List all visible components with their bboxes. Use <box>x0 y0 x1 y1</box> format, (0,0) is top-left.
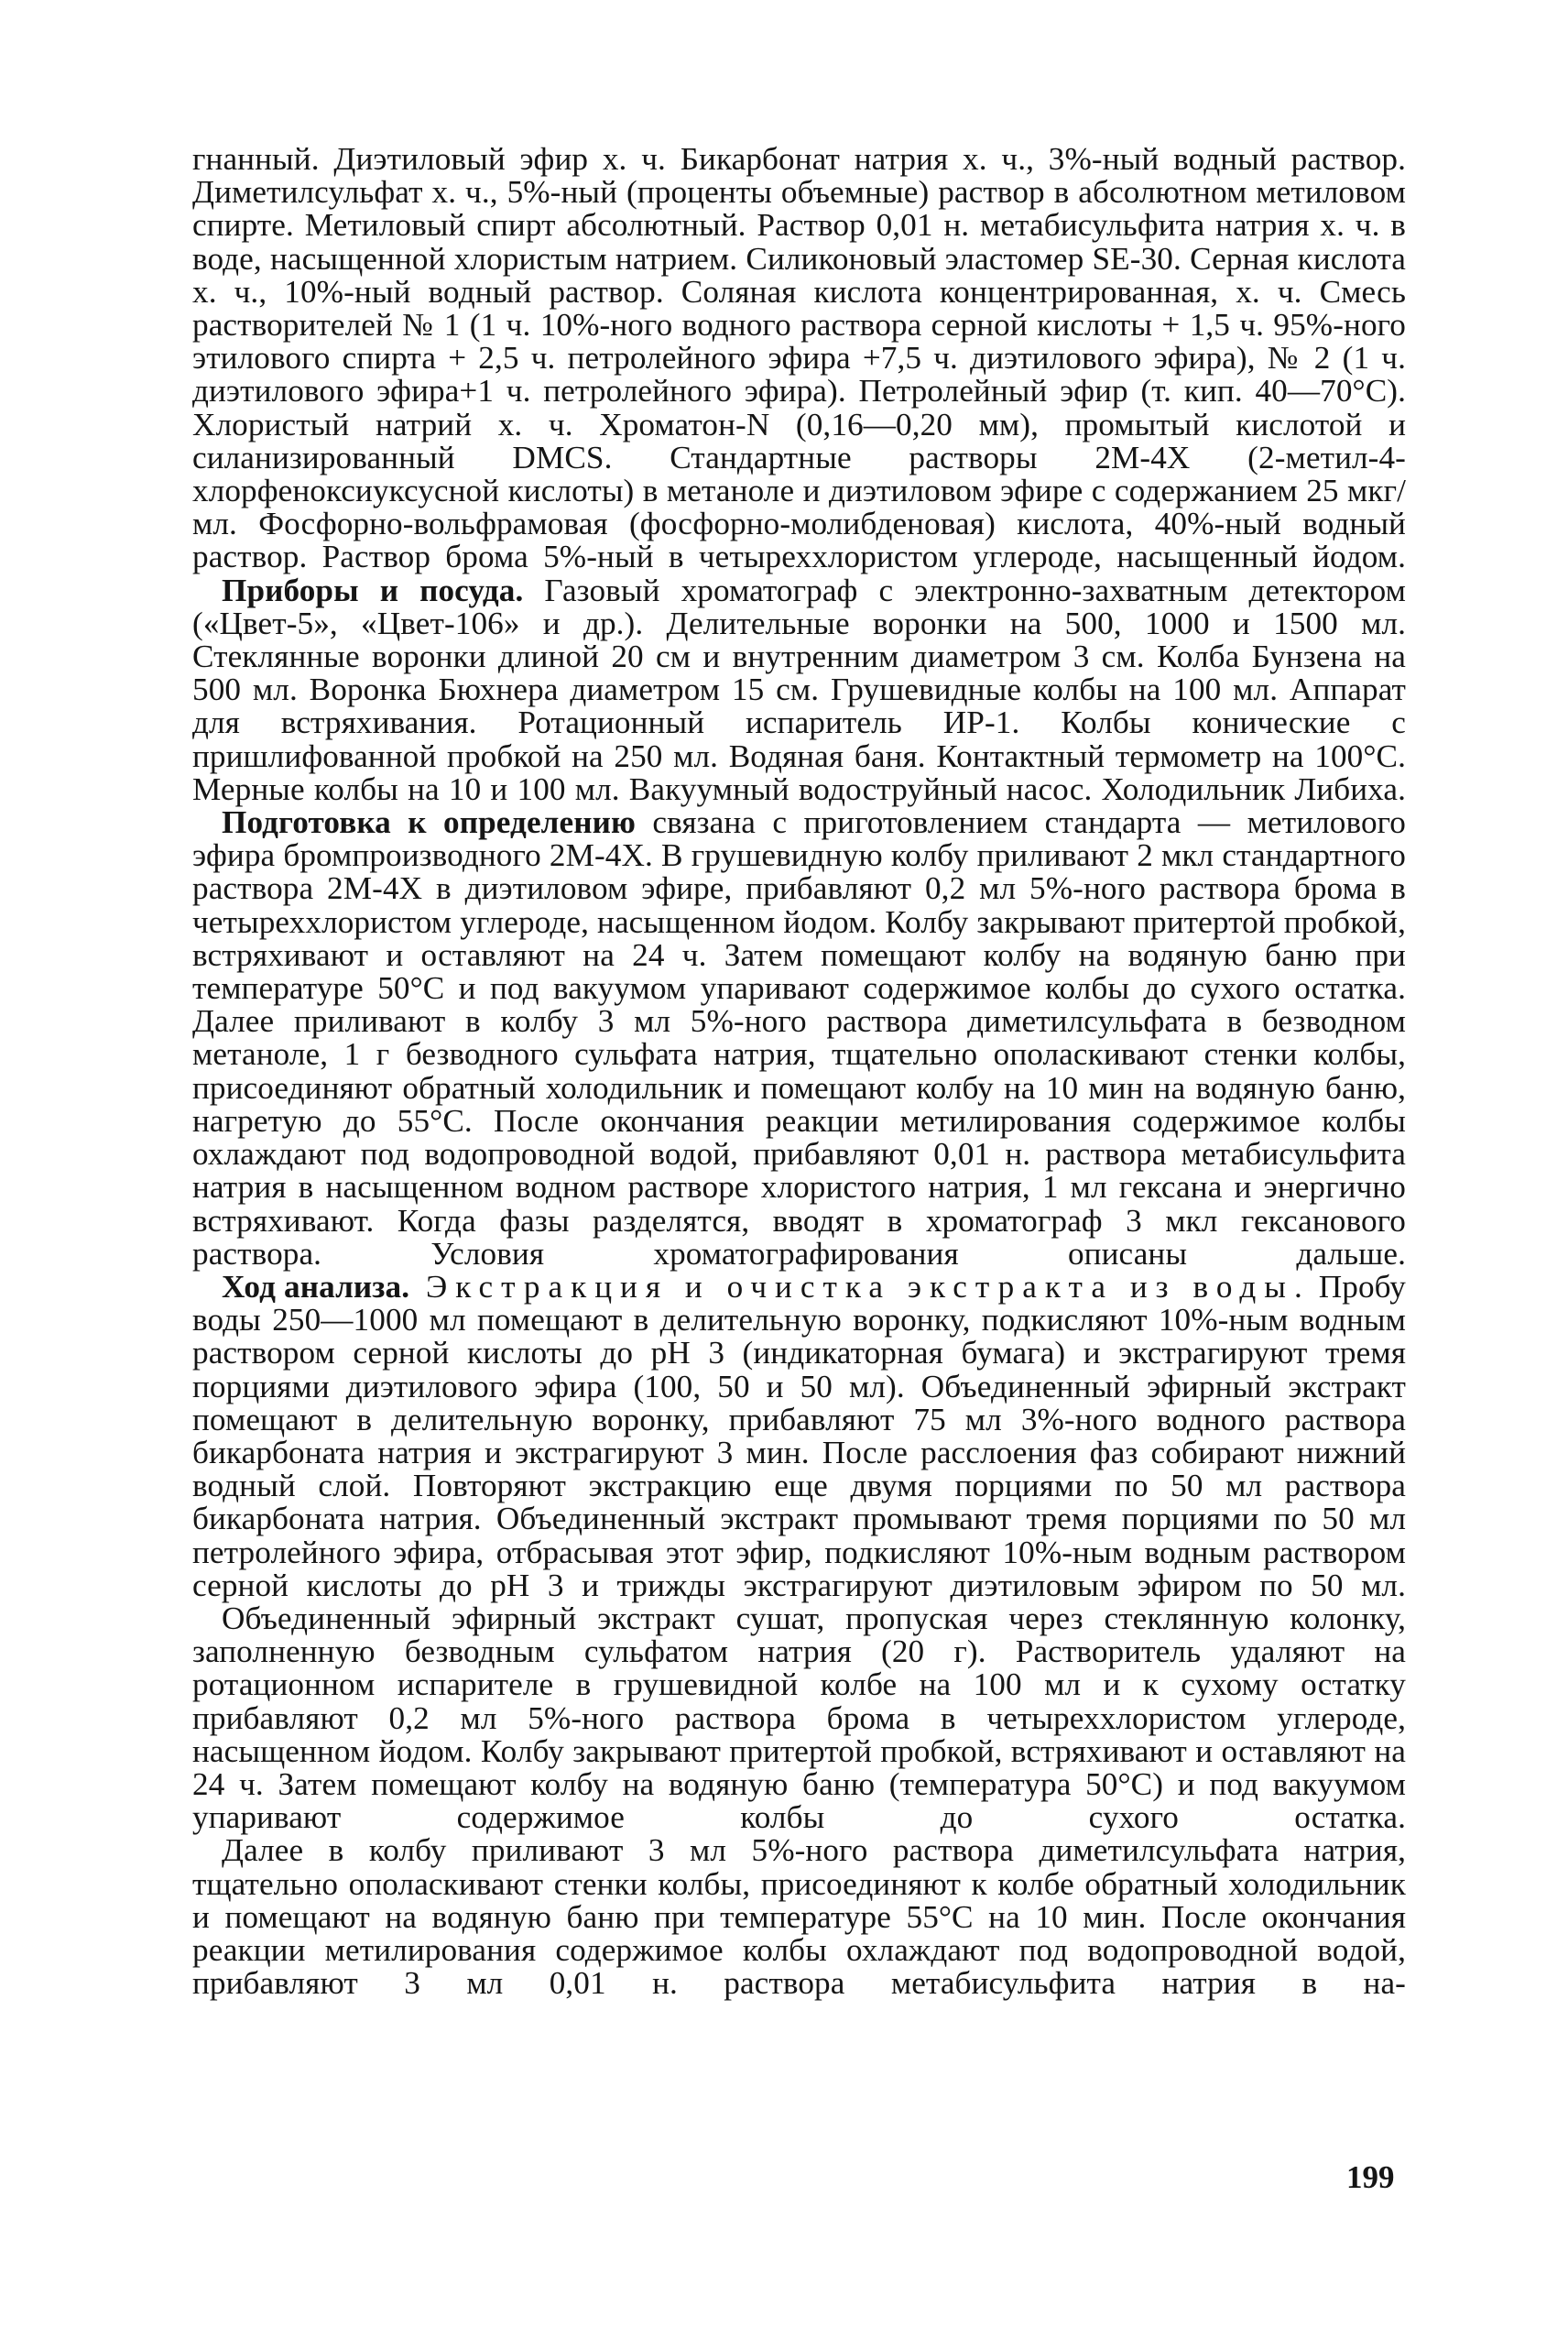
paragraph-text: связана с приготовлением стандарта — метилового эфира бромпроизводного 2М-4Х. В грушевидную колбу приливают 2 мкл стандартного раствора 2М-4Х в диэтиловом эфире, прибавляют 0,2 мл 5%-ного раствора брома в четыреххлористом углероде, насыщенном йодом. Колбу закрывают притертой пробкой, встряхивают и оставляют на 24 ч. Затем помещают колбу на водяную баню при температуре 50°С и под вакуумом упаривают содержимое колбы до сухого остатка. Далее приливают в колбу 3 мл 5%-ного раствора диметилсульфата в безводном метаноле, 1 г безводного сульфата натрия, тщательно ополаскивают стенки колбы, присоединяют обратный холодильник и помещают колбу на 10 мин на водяную баню, нагретую до 55°С. После окончания реакции метилирования содержимое колбы охлаждают под водопроводной водой, прибавляют 0,01 н. раствора метабисульфита натрия в насыщенном водном растворе хлористого натрия, 1 мл гексана и энергично встряхивают. Когда фазы разделятся, вводят в хроматограф 3 мкл гексанового раствора. Условия хроматографирования описаны дальше. <box>192 804 1406 1272</box>
paragraph-reagents <box>192 143 1406 574</box>
paragraph-text: Газовый хроматограф с электронно-захватным детектором («Цвет-5», «Цвет-106» и др.). Делительные воронки на 500, 1000 и 1500 мл. Стеклянные воронки длиной 20 см и внутренним диаметром 3 см. Колба Бунзена на 500 мл. Воронка Бюхнера диаметром 15 см. Грушевидные колбы на 100 мл. Аппарат для встряхивания. Ротационный испаритель ИР-1. Колбы конические с пришлифованной пробкой на 250 мл. Водяная баня. Контактный термометр на 100°С. Мерные колбы на 10 и 100 мл. Вакуумный водоструйный насос. Холодильник Либиха. <box>192 572 1406 807</box>
paragraph-text: Далее в колбу приливают 3 мл 5%-ного раствора диметилсульфата натрия, тщательно ополаскивают стенки колбы, присоединяют к колбе обратный холодильник и помещают на водяную баню при температуре 55°С на 10 мин. После окончания реакции метилирования содержимое колбы охлаждают под водопроводной водой, прибавляют 3 мл 0,01 н. раствора метабисульфита натрия в на- <box>192 1832 1406 2002</box>
page-number: 199 <box>1346 2159 1395 2195</box>
paragraph-text: Пробу воды 250—1000 мл помещают в делительную воронку, подкисляют 10%-ным водным раствором серной кислоты до рН 3 (индикаторная бумага) и экстрагируют тремя порциями диэтилового эфира (100, 50 и 50 мл). Объединенный эфирный экстракт помещают в делительную воронку, прибавляют 75 мл 3%-ного водного раствора бикарбоната натрия и экстрагируют 3 мин. После расслоения фаз собирают нижний водный слой. Повторяют экстракцию еще двумя порциями по 50 мл раствора бикарбоната натрия. Объединенный экстракт промывают тремя порциями по 50 мл петролейного эфира, отбрасывая этот эфир, подкисляют 10%-ным водным раствором серной кислоты до рН 3 и трижды экстрагируют диэтиловым эфиром по 50 мл. <box>192 1268 1406 1603</box>
paragraph-instruments <box>192 574 1406 806</box>
paragraph-heading: Ход анализа. <box>222 1268 410 1305</box>
paragraph-preparation <box>192 806 1406 1271</box>
paragraph-subheading: Экстракция и очистка экстракта из воды. <box>409 1268 1311 1305</box>
paragraph-text: Объединенный эфирный экстракт сушат, пропуская через стеклянную колонку, заполненную безводным сульфатом натрия (20 г). Растворитель удаляют на ротационном испарителе в грушевидной колбе на 100 мл и к сухому остатку прибавляют 0,2 мл 5%-ного раствора брома в четыреххлористом углероде, насыщенном йодом. Колбу закрывают притертой пробкой, встряхивают и оставляют на 24 ч. Затем помещают колбу на водяную баню (температура 50°С) и под вакуумом упаривают содержимое колбы до сухого остатка. <box>192 1600 1406 1836</box>
paragraph-text: гнанный. Диэтиловый эфир х. ч. Бикарбонат натрия х. ч., 3%-ный водный раствор. Диметилсульфат х. ч., 5%-ный (проценты объемные) раствор в абсолютном метиловом спирте. Метиловый спирт абсолютный. Раствор 0,01 н. метабисульфита натрия х. ч. в воде, насыщенной хлористым натрием. Силиконовый эластомер SE-30. Серная кислота х. ч., 10%-ный водный раствор. Соляная кислота концентрированная, х. ч. Смесь растворителей № 1 (1 ч. 10%-ного водного раствора серной кислоты + 1,5 ч. 95%-ного этилового спирта + 2,5 ч. петролейного эфира +7,5 ч. диэтилового эфира), № 2 (1 ч. диэтилового эфира+1 ч. петролейного эфира). Петролейный эфир (т. кип. 40—70°С). Хлористый натрий х. ч. Хроматон-N (0,16—0,20 мм), промытый кислотой и силанизированный DMCS. Стандартные растворы 2М-4Х (2-метил-4-хлорфеноксиуксусной кислоты) в метаноле и диэтиловом эфире с содержанием 25 мкг/мл. Фосфорно-вольфрамовая (фосфорно-молибденовая) кислота, 40%-ный водный раствор. Раствор брома 5%-ный в четыреххлористом углероде, насыщенный йодом. <box>192 141 1406 575</box>
paragraph-methylation <box>192 1834 1406 2000</box>
page-body <box>192 143 1406 2000</box>
paragraph-heading: Приборы и посуда. <box>222 572 524 608</box>
paragraph-analysis <box>192 1268 1406 1603</box>
paragraph-heading: Подготовка к определению <box>222 804 636 841</box>
paragraph-drying <box>192 1602 1406 1834</box>
